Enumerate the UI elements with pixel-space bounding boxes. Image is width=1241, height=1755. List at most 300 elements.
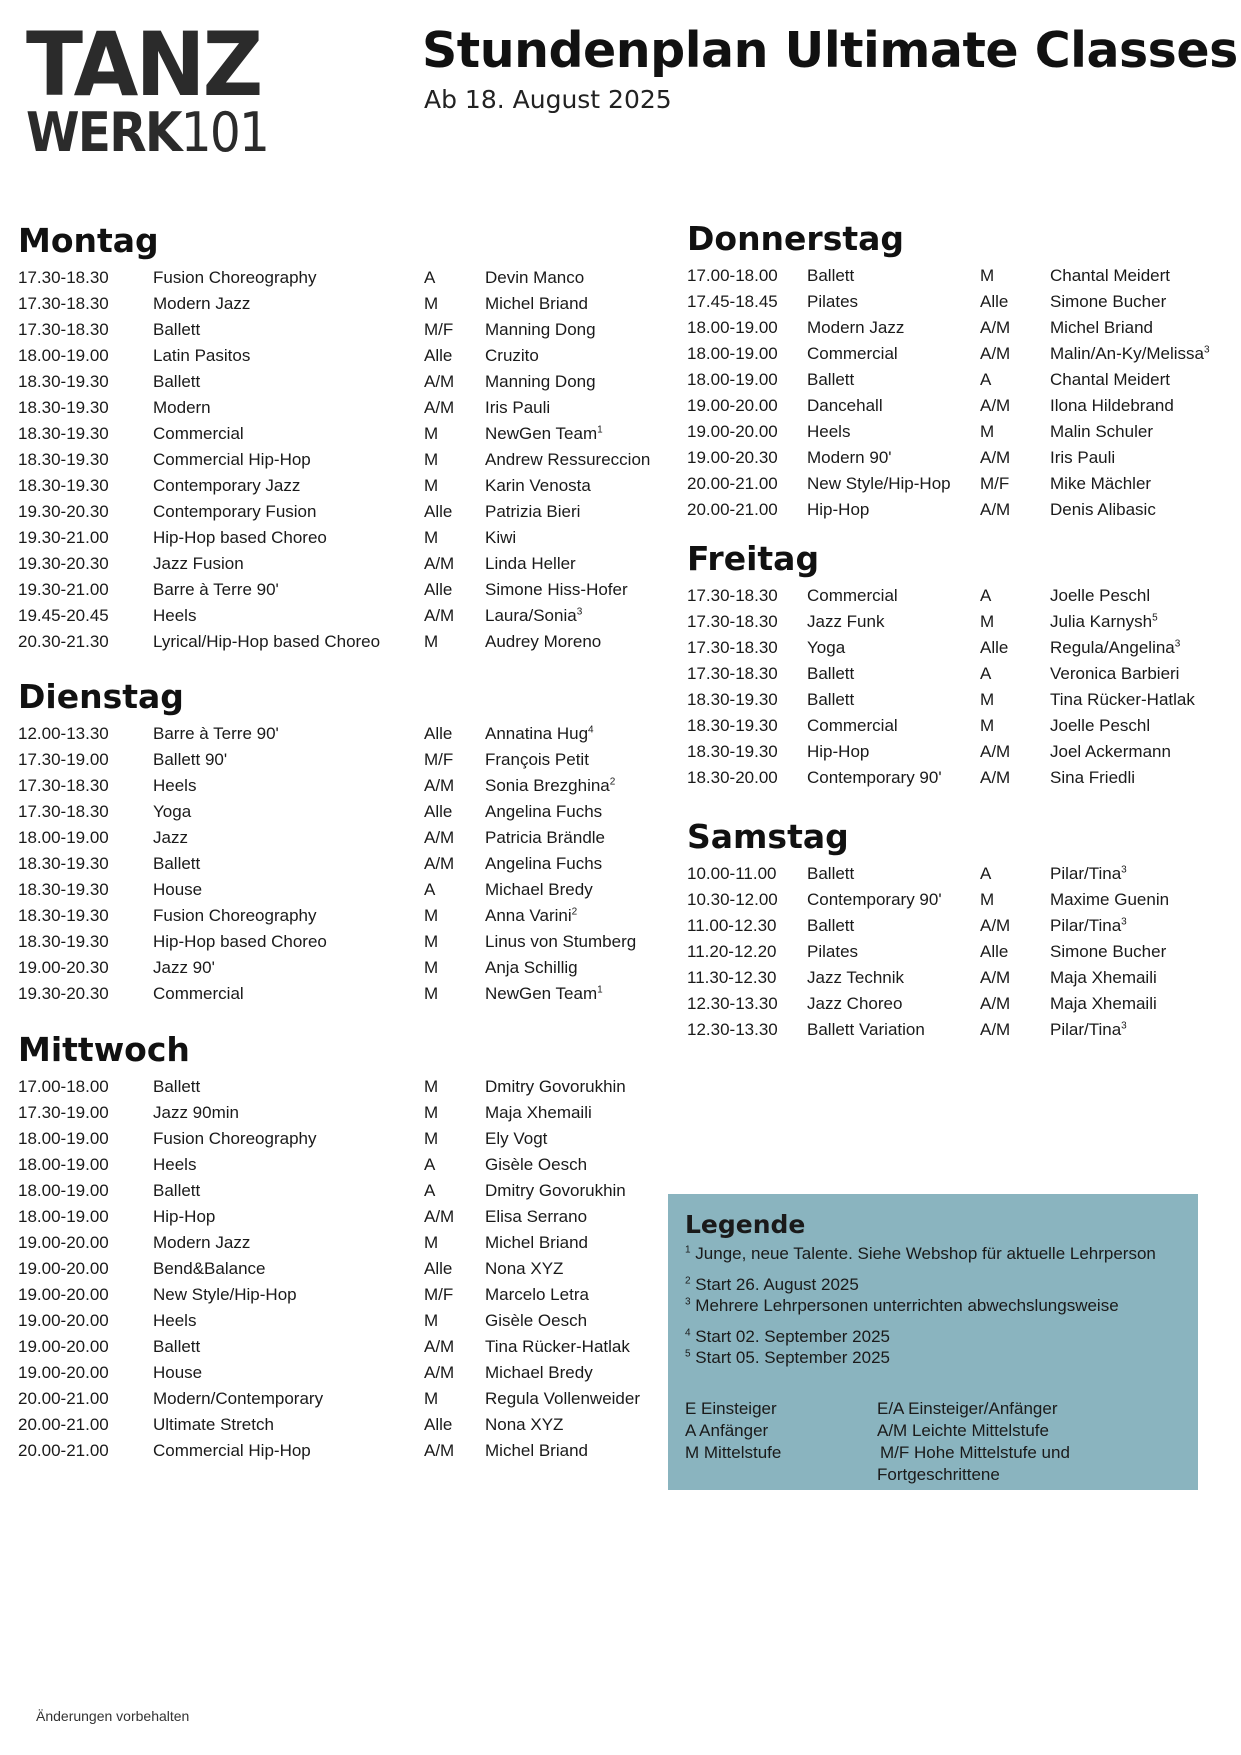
teacher-name-text: Anna Varini bbox=[485, 906, 572, 925]
teacher-name bbox=[485, 1077, 626, 1097]
class-name-text: Jazz Choreo bbox=[807, 994, 903, 1013]
schedule-row bbox=[687, 742, 1227, 768]
class-time bbox=[18, 1129, 109, 1149]
schedule-row bbox=[687, 474, 1227, 500]
class-name-text: House bbox=[153, 1363, 203, 1382]
class-time bbox=[687, 344, 778, 364]
schedule-row bbox=[18, 1441, 658, 1467]
class-level-text: A bbox=[980, 664, 992, 683]
teacher-name-text: Michael Bredy bbox=[485, 1363, 593, 1382]
class-time bbox=[687, 396, 778, 416]
logo-line-2 bbox=[26, 101, 269, 164]
schedule-row bbox=[18, 1233, 658, 1259]
class-time-text: 19.00-20.00 bbox=[18, 1311, 109, 1330]
class-name-text: Contemporary 90' bbox=[807, 890, 942, 909]
class-time-text: 18.00-19.00 bbox=[18, 828, 109, 847]
teacher-name bbox=[1050, 916, 1127, 936]
teacher-name-text: Joel Ackermann bbox=[1050, 742, 1171, 761]
class-time bbox=[687, 292, 778, 312]
schedule-row bbox=[18, 424, 658, 450]
class-name bbox=[153, 828, 188, 848]
class-time bbox=[18, 776, 109, 796]
teacher-name bbox=[485, 398, 550, 418]
teacher-name-text: Cruzito bbox=[485, 346, 539, 365]
class-name bbox=[153, 1389, 323, 1409]
footnote-marker: 4 bbox=[685, 1327, 691, 1339]
teacher-name bbox=[485, 1337, 630, 1357]
footnote-marker: 1 bbox=[597, 984, 603, 996]
class-time bbox=[687, 474, 778, 494]
schedule-row bbox=[18, 398, 658, 424]
class-name-text: House bbox=[153, 880, 203, 899]
class-name-text: Latin Pasitos bbox=[153, 346, 251, 365]
teacher-name bbox=[1050, 994, 1157, 1014]
class-name bbox=[807, 864, 854, 884]
class-time bbox=[18, 502, 109, 522]
teacher-name bbox=[1050, 690, 1195, 710]
class-level-text: A/M bbox=[424, 776, 455, 795]
class-time bbox=[18, 750, 109, 770]
class-level bbox=[424, 906, 438, 926]
teacher-name-text: Mike Mächler bbox=[1050, 474, 1152, 493]
class-level bbox=[980, 370, 991, 390]
schedule-row bbox=[687, 370, 1227, 396]
schedule-row bbox=[18, 320, 658, 346]
teacher-name-text: Michel Briand bbox=[485, 1441, 588, 1460]
class-time-text: 18.30-19.30 bbox=[18, 398, 109, 417]
class-level bbox=[424, 424, 438, 444]
class-level bbox=[424, 398, 454, 418]
teacher-name bbox=[485, 802, 602, 822]
class-level bbox=[980, 266, 994, 286]
class-time-text: 17.45-18.45 bbox=[687, 292, 778, 311]
footnote-marker: 5 bbox=[1152, 612, 1158, 624]
level-key-item: M/F Hohe Mittelstufe und bbox=[880, 1443, 1070, 1462]
class-name-text: Commercial bbox=[153, 424, 244, 443]
class-time-text: 19.00-20.00 bbox=[687, 422, 778, 441]
class-level bbox=[424, 984, 438, 1004]
class-level bbox=[424, 1233, 438, 1253]
teacher-name bbox=[485, 776, 615, 796]
schedule-row bbox=[18, 802, 658, 828]
class-name bbox=[807, 968, 904, 988]
class-name-text: Yoga bbox=[807, 638, 846, 657]
teacher-name bbox=[485, 1103, 592, 1123]
teacher-name bbox=[485, 268, 584, 288]
class-name bbox=[153, 776, 196, 796]
class-level-text: M bbox=[424, 476, 439, 495]
teacher-name-text: Joelle Peschl bbox=[1050, 716, 1151, 735]
class-time-text: 17.30-18.30 bbox=[687, 586, 778, 605]
class-time bbox=[687, 638, 778, 658]
schedule-row bbox=[18, 958, 658, 984]
class-name bbox=[153, 424, 244, 444]
class-level bbox=[980, 916, 1010, 936]
class-name-text: Fusion Choreography bbox=[153, 906, 317, 925]
class-level bbox=[980, 344, 1010, 364]
class-name-text: Ballett bbox=[807, 370, 855, 389]
class-level-text: M bbox=[424, 1129, 439, 1148]
class-level bbox=[424, 1285, 453, 1305]
class-name bbox=[807, 344, 898, 364]
class-time-text: 17.30-18.30 bbox=[687, 612, 778, 631]
class-level bbox=[980, 586, 991, 606]
class-time-text: 18.00-19.00 bbox=[687, 318, 778, 337]
class-level bbox=[424, 1311, 438, 1331]
class-time-text: 18.30-19.30 bbox=[18, 932, 109, 951]
class-level-text: M bbox=[424, 984, 439, 1003]
legend-note-text: Start 26. August 2025 bbox=[695, 1275, 859, 1294]
schedule-row bbox=[687, 638, 1227, 664]
class-time-text: 18.00-19.00 bbox=[18, 346, 109, 365]
class-level bbox=[980, 864, 991, 884]
schedule-row bbox=[18, 1155, 658, 1181]
class-time bbox=[687, 916, 776, 936]
teacher-name bbox=[1050, 266, 1170, 286]
class-name bbox=[153, 528, 327, 548]
class-time-text: 12.00-13.30 bbox=[18, 724, 109, 743]
teacher-name-text: Kiwi bbox=[485, 528, 517, 547]
class-name bbox=[153, 1155, 196, 1175]
teacher-name-text: Gisèle Oesch bbox=[485, 1311, 588, 1330]
class-level-text: A/M bbox=[424, 1363, 455, 1382]
class-time-text: 20.00-21.00 bbox=[18, 1441, 109, 1460]
class-level bbox=[424, 958, 438, 978]
teacher-name-text: Pilar/Tina bbox=[1050, 864, 1122, 883]
class-level bbox=[424, 580, 452, 600]
class-time bbox=[18, 1285, 109, 1305]
teacher-name-text: Maja Xhemaili bbox=[1050, 994, 1157, 1013]
class-level bbox=[424, 932, 438, 952]
class-level-text: A/M bbox=[980, 742, 1011, 761]
class-name-text: Fusion Choreography bbox=[153, 1129, 317, 1148]
class-time-text: 19.00-20.00 bbox=[18, 1363, 109, 1382]
class-name-text: Ballett bbox=[807, 864, 855, 883]
class-time-text: 19.00-20.00 bbox=[18, 1233, 109, 1252]
class-time bbox=[18, 1441, 109, 1461]
teacher-name bbox=[485, 724, 594, 744]
teacher-name bbox=[485, 1285, 589, 1305]
teacher-name-text: Elisa Serrano bbox=[485, 1207, 588, 1226]
teacher-name-text: Maxime Guenin bbox=[1050, 890, 1170, 909]
class-time bbox=[18, 932, 109, 952]
class-name-text: Modern/Contemporary bbox=[153, 1389, 324, 1408]
class-time-text: 18.30-19.30 bbox=[687, 742, 778, 761]
class-level-text: M bbox=[424, 906, 439, 925]
teacher-name-text: Chantal Meidert bbox=[1050, 370, 1171, 389]
class-name bbox=[807, 318, 904, 338]
teacher-name-text: Tina Rücker-Hatlak bbox=[485, 1337, 630, 1356]
teacher-name bbox=[485, 580, 628, 600]
class-time bbox=[18, 1103, 109, 1123]
schedule-row bbox=[18, 632, 658, 658]
teacher-name-text: Sina Friedli bbox=[1050, 768, 1136, 787]
day-heading: Montag bbox=[18, 221, 159, 260]
class-time bbox=[18, 1155, 109, 1175]
teacher-name bbox=[1050, 370, 1170, 390]
class-name-text: Commercial bbox=[153, 984, 244, 1003]
class-level-text: A/M bbox=[424, 1337, 455, 1356]
teacher-name-text: Pilar/Tina bbox=[1050, 916, 1122, 935]
footnote-marker: 3 bbox=[685, 1296, 691, 1308]
class-name-text: Hip-Hop bbox=[807, 742, 870, 761]
class-name-text: Jazz 90min bbox=[153, 1103, 239, 1122]
teacher-name bbox=[485, 450, 650, 470]
class-level-text: A/M bbox=[980, 344, 1011, 363]
schedule-row bbox=[18, 450, 658, 476]
class-name-text: Heels bbox=[153, 1311, 197, 1330]
class-level bbox=[424, 528, 438, 548]
class-name-text: Bend&Balance bbox=[153, 1259, 266, 1278]
class-time-text: 19.00-20.30 bbox=[687, 448, 778, 467]
class-name bbox=[153, 1363, 202, 1383]
class-level bbox=[424, 1129, 438, 1149]
class-name bbox=[807, 994, 902, 1014]
teacher-name bbox=[1050, 586, 1150, 606]
class-time-text: 20.00-21.00 bbox=[687, 474, 778, 493]
class-level bbox=[980, 448, 1010, 468]
class-time-text: 17.30-18.30 bbox=[18, 294, 109, 313]
class-level bbox=[424, 554, 454, 574]
schedule-row bbox=[18, 880, 658, 906]
class-level bbox=[424, 880, 435, 900]
class-level-text: Alle bbox=[980, 942, 1009, 961]
teacher-name-text: Laura/Sonia bbox=[485, 606, 577, 625]
teacher-name-text: Annatina Hug bbox=[485, 724, 589, 743]
legend-box bbox=[668, 1194, 1198, 1490]
class-time-text: 11.30-12.30 bbox=[687, 968, 777, 987]
schedule-row bbox=[18, 528, 658, 554]
class-time-text: 20.00-21.00 bbox=[18, 1415, 109, 1434]
logo bbox=[26, 13, 269, 164]
legend-note bbox=[685, 1347, 1182, 1368]
teacher-name bbox=[485, 294, 588, 314]
teacher-name bbox=[1050, 968, 1157, 988]
class-level-text: M bbox=[424, 1311, 439, 1330]
teacher-name bbox=[1050, 742, 1171, 762]
schedule-row bbox=[18, 502, 658, 528]
schedule-row bbox=[18, 1077, 658, 1103]
class-time bbox=[18, 346, 109, 366]
class-time-text: 18.30-19.30 bbox=[687, 690, 778, 709]
class-time-text: 18.30-19.30 bbox=[18, 450, 109, 469]
footnote-marker: 4 bbox=[588, 724, 594, 736]
teacher-name-text: Patrizia Bieri bbox=[485, 502, 581, 521]
class-level-text: A/M bbox=[424, 1207, 455, 1226]
schedule-row bbox=[18, 984, 658, 1010]
class-name-text: Contemporary 90' bbox=[807, 768, 942, 787]
class-level bbox=[980, 292, 1008, 312]
class-name bbox=[153, 268, 316, 288]
class-name-text: Barre à Terre 90' bbox=[153, 580, 279, 599]
class-name-text: Ballett bbox=[153, 1077, 201, 1096]
class-level-text: M/F bbox=[424, 1285, 454, 1304]
teacher-name-text: Joelle Peschl bbox=[1050, 586, 1151, 605]
teacher-name-text: Iris Pauli bbox=[485, 398, 551, 417]
class-time-text: 20.30-21.30 bbox=[18, 632, 109, 651]
teacher-name-text: Manning Dong bbox=[485, 320, 596, 339]
teacher-name bbox=[1050, 422, 1153, 442]
class-level-text: A/M bbox=[980, 916, 1011, 935]
teacher-name bbox=[485, 880, 593, 900]
class-name-text: Jazz Funk bbox=[807, 612, 885, 631]
class-name-text: Hip-Hop based Choreo bbox=[153, 528, 327, 547]
class-time bbox=[18, 268, 109, 288]
class-level-text: A bbox=[980, 586, 992, 605]
footnote-marker: 3 bbox=[1121, 1020, 1127, 1032]
class-time bbox=[18, 1363, 109, 1383]
class-level-text: A/M bbox=[980, 448, 1011, 467]
teacher-name bbox=[485, 984, 603, 1004]
teacher-name-text: Michel Briand bbox=[1050, 318, 1153, 337]
class-name-text: Fusion Choreography bbox=[153, 268, 317, 287]
class-time-text: 19.30-21.00 bbox=[18, 580, 109, 599]
class-level-text: Alle bbox=[424, 1415, 453, 1434]
class-name bbox=[807, 890, 942, 910]
class-name bbox=[153, 1129, 316, 1149]
schedule-row bbox=[18, 346, 658, 372]
schedule-row bbox=[18, 580, 658, 606]
logo-number: 101 bbox=[180, 101, 269, 164]
legend-note-text: Start 05. September 2025 bbox=[695, 1348, 890, 1367]
class-level-text: M bbox=[424, 1389, 439, 1408]
class-level-text: M bbox=[424, 450, 439, 469]
legend-note bbox=[685, 1243, 1182, 1264]
class-level-text: Alle bbox=[980, 638, 1009, 657]
schedule-row bbox=[18, 1311, 658, 1337]
teacher-name-text: Linda Heller bbox=[485, 554, 576, 573]
class-level-text: A/M bbox=[980, 768, 1011, 787]
class-time bbox=[18, 294, 109, 314]
class-name bbox=[153, 294, 250, 314]
class-name bbox=[153, 632, 380, 652]
class-time-text: 19.00-20.00 bbox=[18, 1337, 109, 1356]
footnote-marker: 3 bbox=[1174, 638, 1181, 650]
day-mittwoch bbox=[18, 1029, 658, 1467]
class-name bbox=[807, 742, 869, 762]
class-time bbox=[18, 854, 109, 874]
class-level-text: M bbox=[424, 932, 439, 951]
class-level bbox=[424, 802, 452, 822]
teacher-name bbox=[485, 346, 539, 366]
teacher-name-text: Tina Rücker-Hatlak bbox=[1050, 690, 1195, 709]
class-level-text: A/M bbox=[424, 1441, 455, 1460]
class-name-text: Commercial Hip-Hop bbox=[153, 1441, 311, 1460]
schedule-row bbox=[687, 664, 1227, 690]
page-title: Stundenplan Ultimate Classes bbox=[422, 22, 1238, 79]
class-level bbox=[424, 606, 454, 626]
class-time bbox=[687, 422, 778, 442]
teacher-name bbox=[485, 554, 576, 574]
class-name-text: Commercial bbox=[807, 586, 898, 605]
schedule-row bbox=[687, 448, 1227, 474]
class-time bbox=[18, 984, 109, 1004]
teacher-name bbox=[485, 1259, 563, 1279]
class-level-text: M bbox=[424, 528, 439, 547]
class-time-text: 19.00-20.00 bbox=[687, 396, 778, 415]
class-name-text: Commercial bbox=[807, 716, 898, 735]
class-time bbox=[18, 372, 109, 392]
class-level bbox=[980, 742, 1010, 762]
class-level bbox=[424, 1181, 435, 1201]
class-level bbox=[424, 268, 435, 288]
class-level-text: M/F bbox=[980, 474, 1010, 493]
teacher-name-text: Malin Schuler bbox=[1050, 422, 1153, 441]
class-level bbox=[980, 612, 994, 632]
class-level-text: Alle bbox=[424, 1259, 453, 1278]
class-time bbox=[687, 942, 776, 962]
class-level-text: A/M bbox=[980, 318, 1011, 337]
schedule-row bbox=[18, 294, 658, 320]
class-level bbox=[980, 422, 994, 442]
class-time bbox=[18, 320, 109, 340]
class-name-text: Jazz Fusion bbox=[153, 554, 244, 573]
class-time bbox=[18, 1415, 109, 1435]
class-name-text: Ballett bbox=[153, 1337, 201, 1356]
schedule-row bbox=[687, 266, 1227, 292]
schedule-row bbox=[687, 500, 1227, 526]
class-level bbox=[424, 476, 438, 496]
class-name-text: Heels bbox=[807, 422, 851, 441]
class-name-text: New Style/Hip-Hop bbox=[153, 1285, 297, 1304]
teacher-name-text: Iris Pauli bbox=[1050, 448, 1116, 467]
class-time-text: 18.00-19.00 bbox=[18, 1181, 109, 1200]
teacher-name bbox=[485, 932, 636, 952]
class-name-text: Commercial bbox=[807, 344, 898, 363]
teacher-name-text: Regula/Angelina bbox=[1050, 638, 1175, 657]
class-level-text: A/M bbox=[980, 396, 1011, 415]
class-time bbox=[18, 880, 109, 900]
teacher-name bbox=[1050, 638, 1180, 658]
schedule-row bbox=[18, 828, 658, 854]
class-level-text: A bbox=[424, 268, 436, 287]
teacher-name bbox=[1050, 768, 1135, 788]
class-time bbox=[18, 554, 109, 574]
schedule-row bbox=[687, 292, 1227, 318]
class-name-text: Modern Jazz bbox=[807, 318, 905, 337]
footnote-marker: 3 bbox=[1204, 344, 1210, 356]
legend-note bbox=[685, 1326, 1182, 1347]
class-level bbox=[980, 716, 994, 736]
schedule-row bbox=[687, 422, 1227, 448]
class-level bbox=[424, 828, 454, 848]
class-level-text: M/F bbox=[424, 750, 454, 769]
class-level bbox=[424, 1441, 454, 1461]
class-time-text: 17.30-18.30 bbox=[18, 802, 109, 821]
class-level-text: M bbox=[424, 294, 439, 313]
day-heading: Mittwoch bbox=[18, 1030, 190, 1069]
class-name bbox=[153, 1441, 311, 1461]
class-time bbox=[687, 742, 778, 762]
class-time-text: 10.00-11.00 bbox=[687, 864, 777, 883]
day-montag bbox=[18, 220, 658, 658]
class-level-text: A/M bbox=[424, 398, 455, 417]
class-time bbox=[687, 500, 778, 520]
class-time bbox=[18, 1337, 109, 1357]
class-level-text: Alle bbox=[424, 724, 453, 743]
class-time-text: 18.00-19.00 bbox=[18, 1155, 109, 1174]
class-name-text: Pilates bbox=[807, 942, 859, 961]
class-time-text: 17.30-18.30 bbox=[687, 664, 778, 683]
class-name bbox=[153, 880, 202, 900]
schedule-row bbox=[18, 1181, 658, 1207]
class-name bbox=[153, 606, 196, 626]
teacher-name-text: Ely Vogt bbox=[485, 1129, 548, 1148]
class-name-text: Ultimate Stretch bbox=[153, 1415, 274, 1434]
class-name bbox=[153, 580, 279, 600]
legend-note-text: Junge, neue Talente. Siehe Webshop für aktuelle Lehrperson bbox=[695, 1244, 1156, 1263]
class-name bbox=[153, 502, 316, 522]
